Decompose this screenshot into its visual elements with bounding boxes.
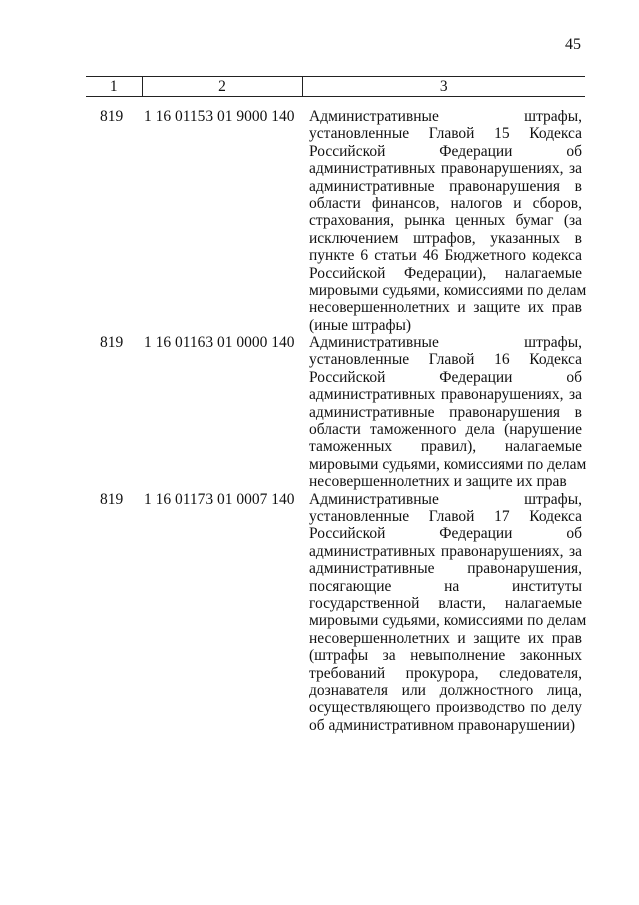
description-line: Административные штрафы, xyxy=(309,490,582,508)
budget-classification-code-cell: 1 16 01173 01 0007 140 xyxy=(144,490,295,508)
description-line: Российской Федерации об xyxy=(309,368,582,386)
description-line: мировыми судьями, комиссиями по делам xyxy=(309,281,587,299)
description-cell xyxy=(302,97,585,335)
column-header-2: 2 xyxy=(142,77,302,97)
description-line: области таможенного дела (нарушение xyxy=(309,421,582,439)
description-line: несовершеннолетних и защите их прав xyxy=(309,299,582,317)
description-line: таможенных правил), налагаемые xyxy=(309,438,582,456)
description-line: установленные Главой 17 Кодекса xyxy=(309,507,582,525)
description-line: дознавателя или должностного лица, xyxy=(309,681,582,699)
admin-code-cell: 819 xyxy=(100,334,124,352)
description-line: мировыми судьями, комиссиями по делам xyxy=(309,612,587,630)
description-line: государственной власти, налагаемые xyxy=(309,594,582,612)
description-line: об административном правонарушении) xyxy=(309,716,576,734)
admin-code-cell: 819 xyxy=(100,490,124,508)
description-line: мировыми судьями, комиссиями по делам xyxy=(309,455,587,473)
description-line: Российской Федерации об xyxy=(309,525,582,543)
description-line: (штрафы за невыполнение законных xyxy=(309,647,582,665)
table-row xyxy=(86,97,585,335)
column-header-3: 3 xyxy=(302,77,585,97)
description-cell xyxy=(302,491,585,734)
admin-code-cell: 819 xyxy=(100,108,124,125)
table-row xyxy=(86,491,585,734)
description-line: несовершеннолетних и защите их прав xyxy=(309,473,567,491)
description-line: Административные штрафы, xyxy=(309,108,582,125)
description-line: административных правонарушениях, за xyxy=(309,386,582,404)
budget-classification-code-cell: 1 16 01163 01 0000 140 xyxy=(144,334,295,352)
description-line: установленные Главой 16 Кодекса xyxy=(309,351,582,369)
description-line: требований прокурора, следователя, xyxy=(309,664,582,682)
description-line: административные правонарушения в xyxy=(309,403,582,421)
description-line: административные правонарушения, xyxy=(309,560,582,578)
table-body xyxy=(86,97,585,735)
description-line: Российской Федерации), налагаемые xyxy=(309,264,582,282)
description-line: Российской Федерации об xyxy=(309,142,582,160)
table-row xyxy=(86,334,585,491)
page-number: 45 xyxy=(565,36,581,53)
description-line: исключением штрафов, указанных в xyxy=(309,229,582,247)
description-line: несовершеннолетних и защите их прав xyxy=(309,629,582,647)
description-line: установленные Главой 15 Кодекса xyxy=(309,125,582,143)
column-header-1: 1 xyxy=(86,77,142,97)
description-line: административных правонарушениях, за xyxy=(309,542,582,560)
description-line: административные правонарушения в xyxy=(309,177,582,195)
description-line: административных правонарушениях, за xyxy=(309,160,582,178)
description-line: (иные штрафы) xyxy=(309,316,412,334)
description-line: страхования, рынка ценных бумаг (за xyxy=(309,212,582,230)
description-cell xyxy=(302,334,585,491)
table-header-row xyxy=(86,77,585,97)
description-line: осуществляющего производство по делу xyxy=(309,699,582,717)
description-line: пункте 6 статьи 46 Бюджетного кодекса xyxy=(309,247,582,265)
description-line: посягающие на институты xyxy=(309,577,582,595)
description-line: Административные штрафы, xyxy=(309,334,582,352)
budget-code-table xyxy=(86,76,585,734)
description-line: области финансов, налогов и сборов, xyxy=(309,194,582,212)
budget-classification-code-cell: 1 16 01153 01 9000 140 xyxy=(144,108,295,125)
